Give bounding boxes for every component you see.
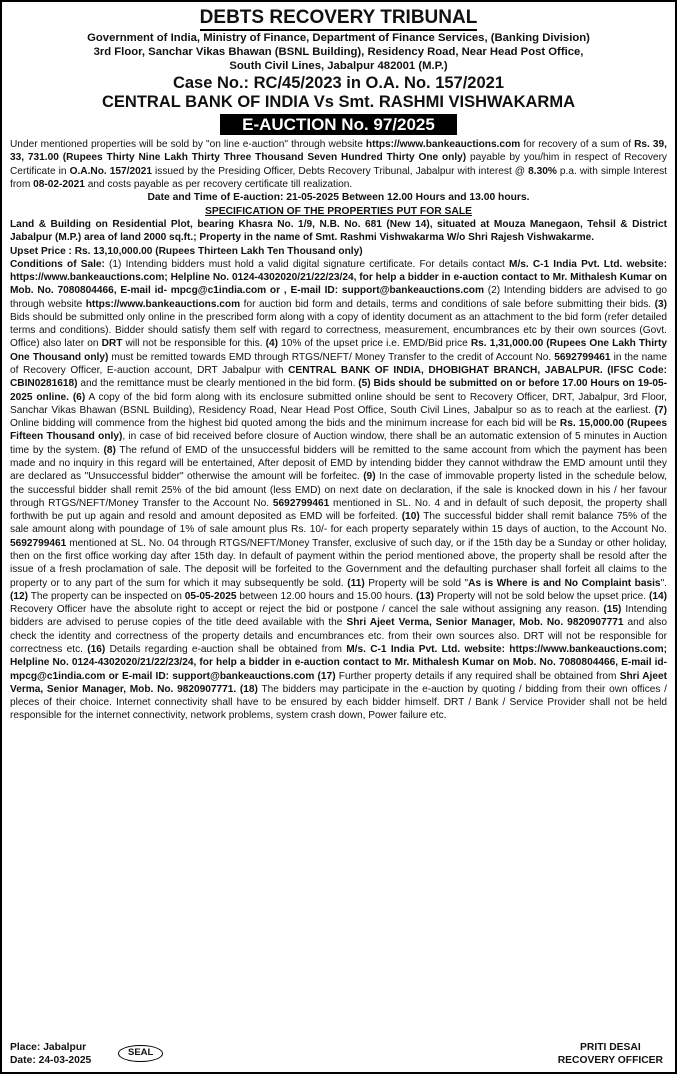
condition-text: Property will be sold "	[364, 577, 469, 589]
condition-text: Intending bidders are advised to peruse copies of the title deed available with the	[10, 604, 667, 629]
case-parties: CENTRAL BANK OF INDIA Vs Smt. RASHMI VISHWAKARMA	[101, 93, 575, 111]
upset-price: Upset Price : Rs. 13,10,000.00 (Rupees Thirteen Lakh Ten Thousand only)	[10, 245, 363, 257]
condition-text: in the name of Recovery Officer, E-auction account, DRT Jabalpur with	[10, 351, 667, 377]
condition-text: and also check the identity and correctness of the property details and encumbrances etc. from their own sources also. DRT will not be responsible for correctness etc.	[10, 617, 667, 655]
condition-text: 10% of the upset price i.e. EMD/Bid price	[278, 338, 471, 350]
bank-contact: Shri Ajeet Verma, Senior Manager, Mob. No. 9820907771	[346, 617, 624, 629]
condition-text: ".	[660, 577, 667, 589]
emd-amount: Rs. 1,31,000.00 (Rupees One Lakh Thirty One Thousand only)	[10, 338, 668, 363]
intro-text: issued by the Presiding Officer, Debts Recovery Tribunal, Jabalpur with interest @	[151, 165, 529, 177]
contact-details: M/s. C-1 India Pvt. Ltd. website: https://www.bankeauctions.com; Helpline No. 0124-4302020/21/22/23/24, for help a bidder in e-auction contact to Mr. Mithalesh Kumar on Mob. No. 7080804466, E-mail id- mpcg@c1india.com or E-mail ID: support@bankeauctions.com (17)	[10, 643, 667, 682]
condition-text: Online bidding will commence from the highest bid quoted among the bids and the minimum increase for each bid will be	[10, 418, 560, 430]
intro-text: Under mentioned properties will be sold by "on line e-auction" through website	[10, 139, 366, 150]
condition-text: (1) Intending bidders must hold a valid digital signature certificate. For details contact	[104, 258, 510, 270]
website-link[interactable]: https://www.bankeauctions.com	[365, 139, 521, 150]
interest-date: 08-02-2021	[33, 178, 85, 190]
condition-number: (12)	[10, 590, 29, 602]
condition-text: mentioned at SL. No. 04 through RTGS/NEFT/Money Transfer, exclusive of such day, or if the 15th day be a Sunday or other holiday, then on the first office working day after 15th day. In default of payment within the period mentioned above, the property shall be resold after the issue of a fresh proclamation of sale. The deposit will be forfeited to the Government and the defaulting purchaser shall forfeit all claims to the property or to any part of the sum for which it may subsequently be sold.	[10, 537, 667, 589]
condition-text: Details regarding e-auction shall be obtained from	[105, 643, 347, 655]
condition-text: , in case of bid received before closure of Auction window, there shall be an automatic extension of 5 minutes in Auction time by the system.	[10, 431, 667, 456]
intro-text: for recovery of a sum of	[520, 139, 635, 150]
condition-text: between 12.00 hours and 15.00 hours.	[236, 590, 416, 602]
conditions-heading: Conditions of Sale:	[10, 258, 105, 270]
intro-paragraph	[10, 138, 667, 191]
case-number: Case No.: RC/45/2023 in O.A. No. 157/2021	[172, 74, 505, 92]
ministry-line: Government of India, Ministry of Finance, Department of Finance Services, (Banking Division)	[87, 32, 590, 44]
notice-body	[10, 138, 667, 723]
condition-text: must be remitted towards EMD through RTGS/NEFT/ Money Transfer to the credit of Account No.	[108, 351, 555, 363]
conditions-of-sale	[10, 258, 667, 723]
condition-text: mentioned in SL. No. 4 and in default of such deposit, the property shall forthwith be put up again and resold and amount deposited as EMD will be forfeited.	[10, 497, 667, 523]
condition-number: (7)	[654, 404, 667, 416]
bid-deadline: (5) Bids should be submitted on or before 17.00 Hours on 19-05-2025 online.	[10, 378, 667, 403]
condition-number: (6)	[72, 391, 86, 403]
officer-name: PRITI DESAI	[580, 1042, 641, 1054]
condition-number: (10)	[401, 511, 420, 523]
seal-stamp: SEAL	[118, 1045, 163, 1062]
officer-title: RECOVERY OFFICER	[557, 1055, 663, 1067]
auction-date-time: Date and Time of E-auction: 21-05-2025 Between 12.00 Hours and 13.00 hours.	[147, 192, 530, 204]
address-line-2: South Civil Lines, Jabalpur 482001 (M.P.)	[229, 60, 448, 72]
date: Date: 24-03-2025	[10, 1055, 92, 1067]
website-link[interactable]: https://www.bankeauctions.com	[85, 298, 241, 310]
condition-text: The successful bidder shall remit balance 75% of the sale amount along with poundage of 1% of sale amount plus Rs. 10/- for each property separately within 15 days of auction, to the Account No.	[10, 511, 668, 536]
account-number: 5692799461	[554, 351, 611, 363]
interest-rate: 8.30%	[528, 165, 557, 177]
condition-number: (13)	[415, 590, 434, 602]
condition-number: (15)	[603, 604, 622, 616]
account-number: 5692799461	[272, 497, 330, 509]
bank-branch: CENTRAL BANK OF INDIA, DHOBIGHAT BRANCH, JABALPUR. (IFSC Code: CBIN0281618)	[10, 365, 667, 390]
condition-text: for auction bid form and details, terms and conditions of sale before submitting their bids.	[240, 298, 655, 310]
address-line-1: 3rd Floor, Sanchar Vikas Bhawan (BSNL Building), Residency Road, Near Head Post Office,	[93, 46, 584, 58]
header	[10, 5, 667, 138]
condition-text: In the case of immovable property listed in the schedule below, the successful bidder shall remit 25% of the bid amount (less EMD) on next date on declaration, if the sale is knocked down in his / her favour through RTGS/NEFT/Money Transfer to the Account No.	[10, 471, 667, 509]
condition-number: (8)	[103, 444, 116, 456]
condition-text: The refund of EMD of the unsuccessful bidders will be remitted to the same account from which the payment has been made and no inquiry in this regard will be entertained, After deposit of EMD by intending bidder they cannot withdraw the EMD amount until they are declared as "Unsuccessful bidder" otherwise the amount will be forfeitec.	[10, 444, 668, 483]
recovery-amount: Rs. 39, 33, 731.00 (Rupees Thirty Nine Lakh Thirty Three Thousand Seven Hundred Thirty One only)	[10, 139, 668, 164]
intro-text: and costs payable as per recovery certificate till realization.	[84, 178, 353, 190]
condition-text: will not be responsible for this.	[122, 338, 266, 350]
specification-heading: SPECIFICATION OF THE PROPERTIES PUT FOR SALE	[205, 205, 472, 217]
condition-text: Bids should be submitted only online in the prescribed form along with a copy of identity document as an attachment to the bid form (refer detailed terms and conditions). Bidder should satisfy them self with regard to correctness, measurement, encumbrances etc by their own sources (Govt. Office) also later on	[10, 311, 667, 350]
place-date	[10, 1042, 91, 1068]
account-number: 5692799461	[10, 537, 67, 549]
condition-number: (11)	[347, 577, 365, 589]
condition-text: Property will not be sold below the upset price.	[433, 590, 649, 602]
oa-number: O.A.No. 157/2021	[69, 165, 152, 177]
condition-number: (9)	[363, 471, 376, 483]
sale-basis: As is Where is and No Complaint basis	[468, 577, 661, 589]
condition-text: Recovery Officer have the absolute right to accept or reject the bid or postpone / cancel the sale without assigning any reason.	[10, 604, 604, 616]
condition-number: (16)	[87, 643, 106, 655]
condition-number: (3)	[654, 298, 668, 310]
inspection-date: 05-05-2025	[184, 590, 237, 602]
footer	[10, 1034, 667, 1068]
contact-details: M/s. C-1 India Pvt. Ltd. website: https://www.bankeauctions.com; Helpline No. 0124-4302020/21/22/23/24, for help a bidder in e-auction contact to Mr. Mithalesh Kumar on Mob. No. 7080804466, E-mail id- mpcg@c1india.com or , E-mail ID: support@bankeauctions.com	[10, 258, 667, 297]
condition-emphasis: DRT	[101, 338, 123, 350]
property-description: Land & Building on Residential Plot, bearing Khasra No. 1/9, N.B. No. 681 (New 14), situated at Mouza Manegaon, Tehsil & District Jabalpur (M.P.) area of land 2000 sq.ft.; Property in the name of Smt. Rashmi Vishwakarma W/o Shri Rajesh Vishwakarme.	[10, 218, 667, 244]
auction-number-banner: E-AUCTION No. 97/2025	[220, 114, 457, 135]
place: Place: Jabalpur	[10, 1042, 87, 1054]
tribunal-title: DEBTS RECOVERY TRIBUNAL	[200, 7, 478, 31]
condition-text: The property can be inspected on	[28, 590, 185, 602]
intro-text: payable by you/him in respect of Recovery Certificate in	[10, 152, 667, 177]
condition-text: and the remittance must be clearly mentioned in the bid form.	[77, 378, 359, 390]
condition-text: A copy of the bid form along with its enclosure submitted online should be sent to Recovery Officer, DRT, Jabalpur, 3rd Floor, Sanchar Vikas Bhawan (BSNL Building), Residency Road, Near Head Post Office, South Civil Lines, Jabalpur so as to reach at the earliest.	[10, 391, 667, 416]
condition-number: (4)	[265, 338, 279, 350]
bank-contact: Shri Ajeet Verma, Senior Manager, Mob. No. 9820907771. (18)	[10, 670, 668, 695]
condition-text: Further property details if any required shall be obtained from	[335, 670, 620, 682]
condition-text: (2) Intending bidders are advised to go through website	[10, 285, 667, 310]
condition-text: The bidders may participate in the e-auction by quoting / bidding from their own offices / pleces of their choice. Internet connectivity shall have to be ensured by each bidder himself. DRT / Bank / Service Provider shall not be held responsible for the internet connectivity, network problems, system crash down, Power failure etc.	[10, 683, 667, 722]
bid-increment: Rs. 15,000.00 (Rupees Fifteen Thousand only)	[10, 418, 667, 443]
intro-text: p.a. with simple Interest from	[10, 165, 667, 190]
signatory	[558, 1042, 663, 1068]
condition-number: (14)	[648, 590, 667, 602]
